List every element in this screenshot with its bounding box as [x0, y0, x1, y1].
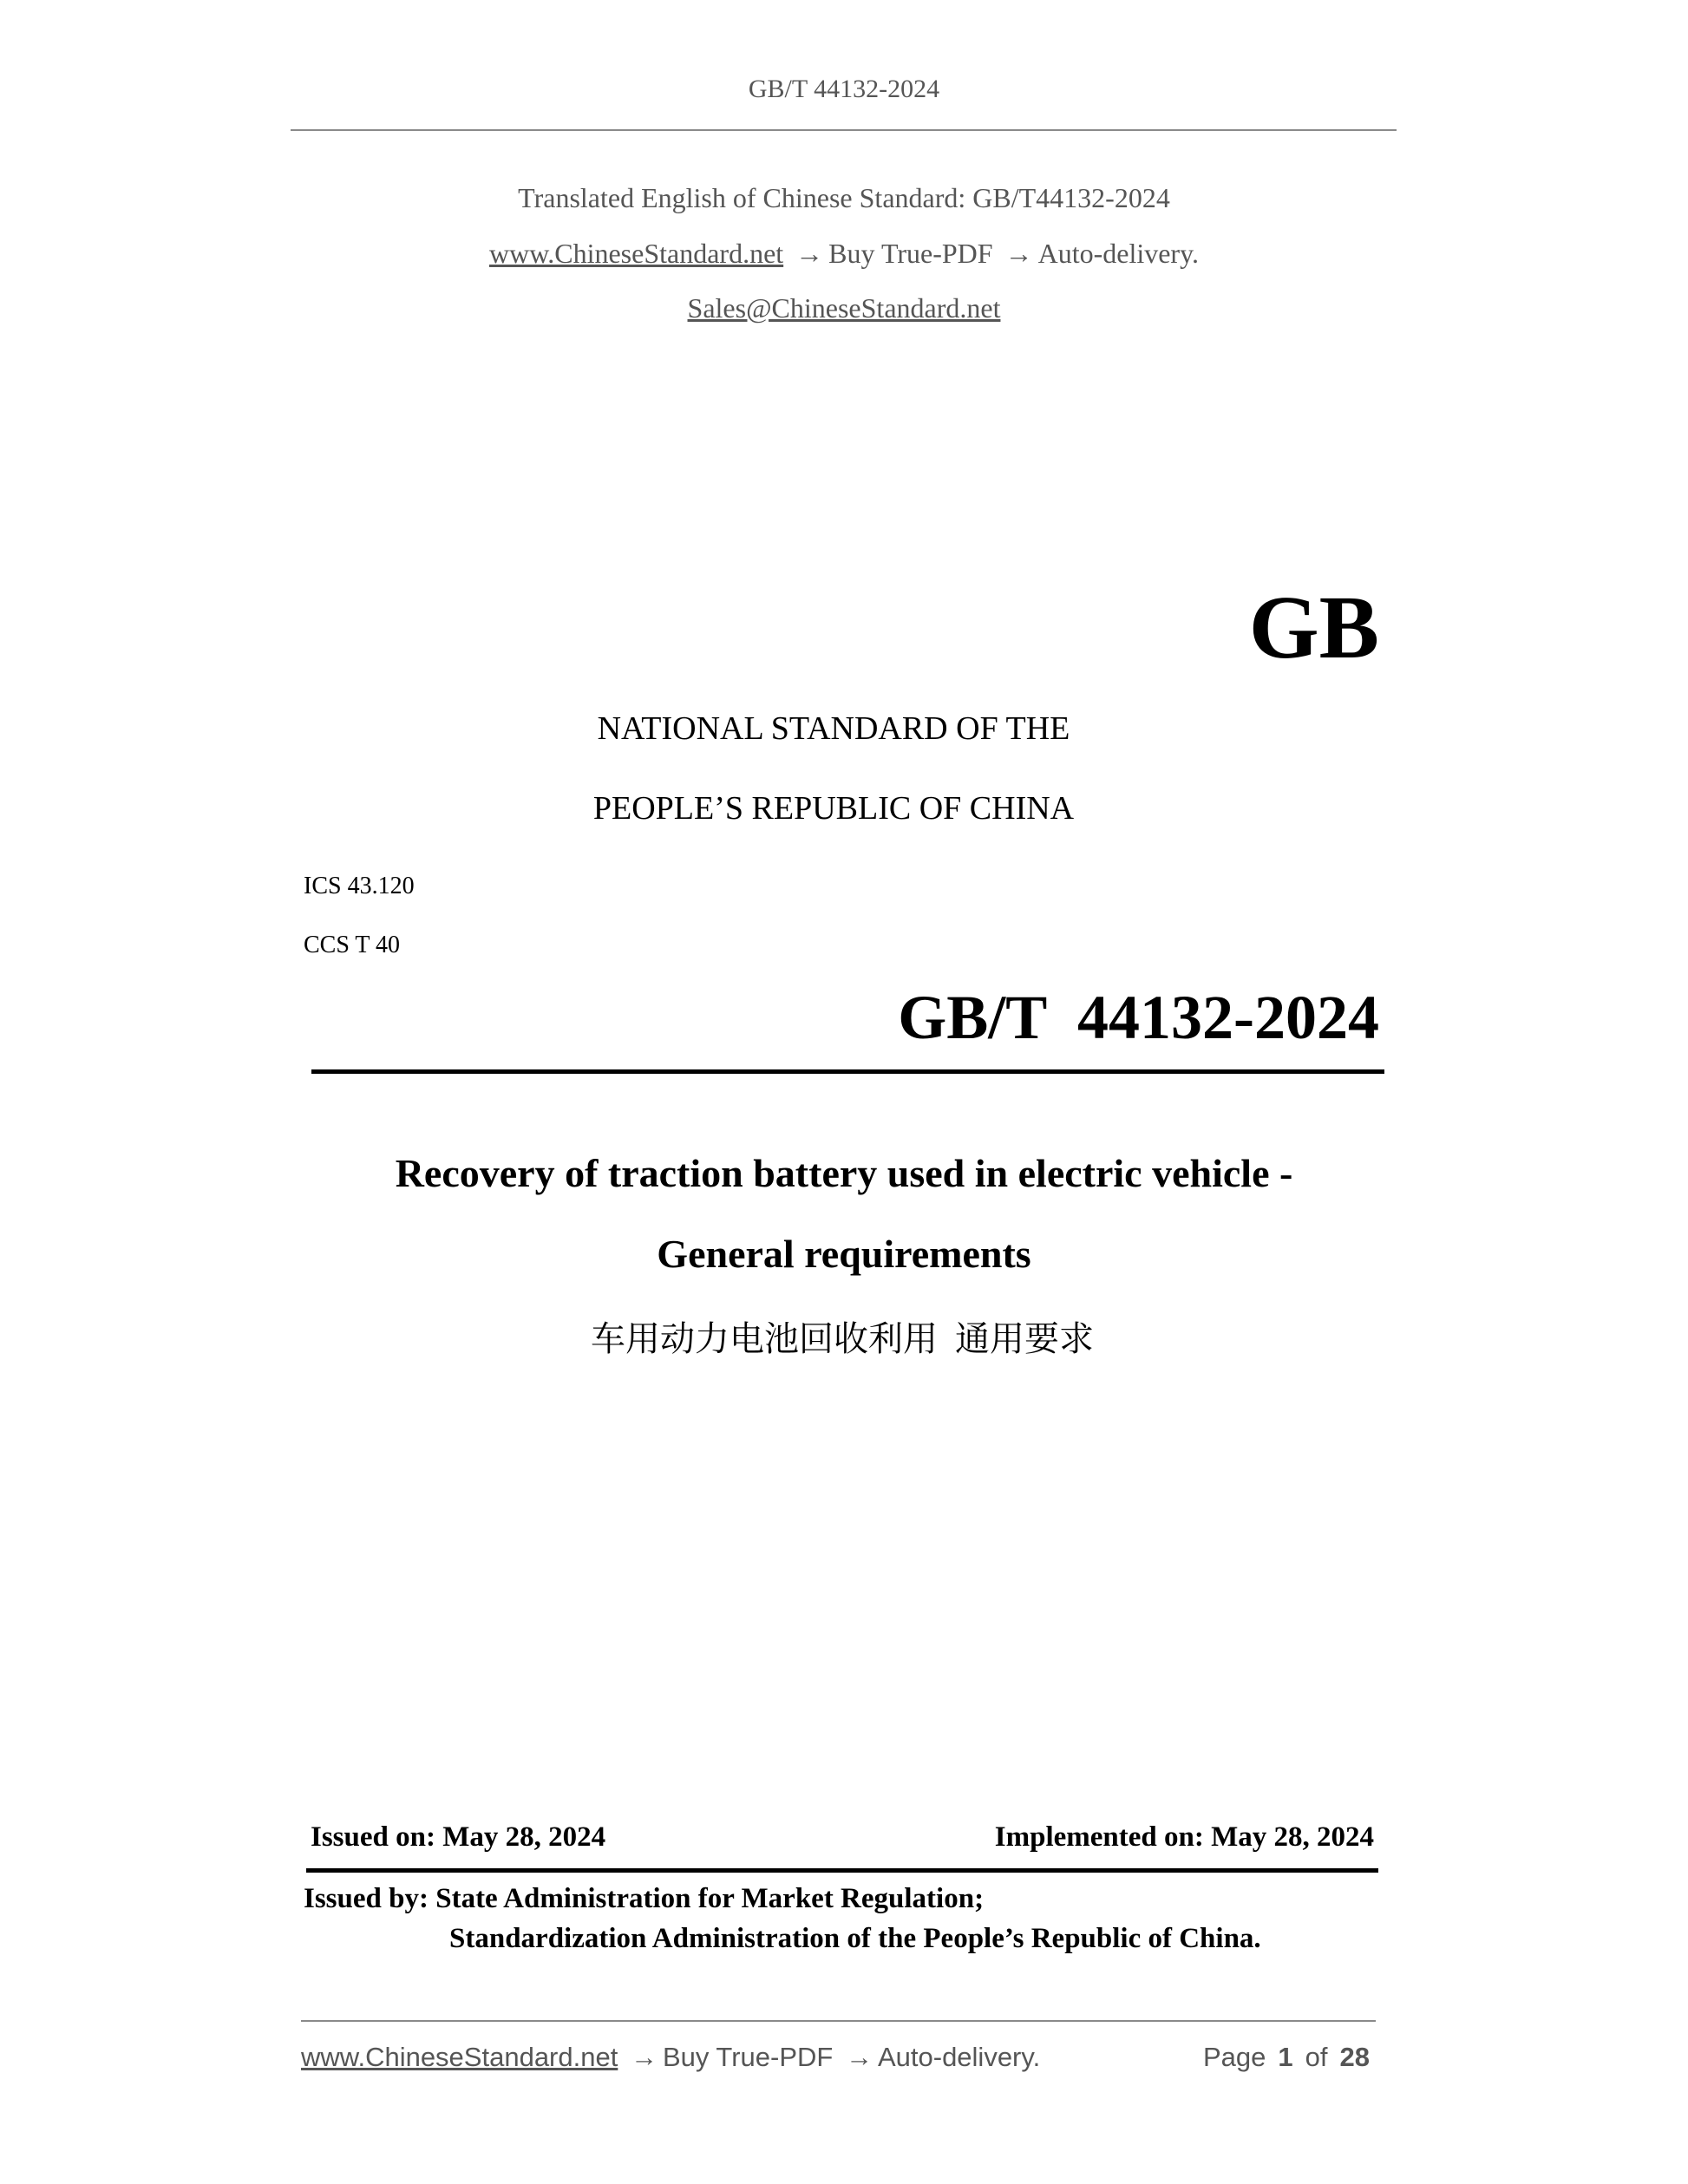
title-chinese: 车用动力电池回收利用 通用要求 [591, 1319, 1094, 1358]
national-standard-line-2: PEOPLE’S REPUBLIC OF CHINA [592, 790, 1075, 827]
implemented-on-date: Implemented on: May 28, 2024 [994, 1821, 1374, 1853]
footer-delivery-label: Auto-delivery. [877, 2042, 1041, 2072]
running-header: GB/T 44132-2024 [748, 75, 940, 103]
site-link[interactable]: www.ChineseStandard.net [488, 238, 784, 269]
delivery-label: Auto-delivery. [1037, 238, 1199, 269]
footer-buy-label: Buy True-PDF [662, 2042, 834, 2072]
sales-email-link[interactable]: Sales@ChineseStandard.net [687, 292, 1001, 324]
issued-on-date: Issued on: May 28, 2024 [311, 1821, 606, 1853]
national-standard-line-1: NATIONAL STANDARD OF THE [597, 710, 1070, 747]
ccs-code: CCS T 40 [304, 932, 401, 958]
footer-divider [301, 2020, 1376, 2022]
buy-label: Buy True-PDF [828, 238, 993, 269]
gb-mark: GB [1248, 578, 1379, 677]
dates-rule [306, 1868, 1378, 1873]
sales-line [0, 292, 1688, 324]
page-current: 1 [1278, 2042, 1293, 2072]
title-line-1: Recovery of traction battery used in electric vehicle - [395, 1151, 1293, 1195]
arrow-right-icon: → [795, 238, 824, 269]
issued-by-line-2: Standardization Administration of the People’s Republic of China. [449, 1923, 1261, 1954]
page-total: 28 [1339, 2042, 1370, 2072]
arrow-right-icon: → [1004, 238, 1033, 269]
standard-number-rule [311, 1069, 1384, 1074]
standard-number: GB/T 44132-2024 [898, 983, 1379, 1052]
translated-notice: Translated English of Chinese Standard: GB/T44132-2024 [518, 182, 1170, 213]
page-label: Page [1203, 2042, 1266, 2072]
footer-promo [301, 2042, 1040, 2073]
arrow-right-icon: → [630, 2042, 658, 2072]
of-label: of [1305, 2042, 1328, 2072]
arrow-right-icon: → [845, 2042, 873, 2072]
ics-code: ICS 43.120 [304, 873, 415, 899]
footer-site-link[interactable]: www.ChineseStandard.net [301, 2042, 618, 2072]
issued-by-line-1: Issued by: State Administration for Market Regulation; [304, 1883, 985, 1914]
promo-line [0, 238, 1688, 270]
header-divider [291, 129, 1397, 131]
title-line-2: General requirements [657, 1232, 1031, 1276]
page-indicator [1203, 2042, 1370, 2073]
